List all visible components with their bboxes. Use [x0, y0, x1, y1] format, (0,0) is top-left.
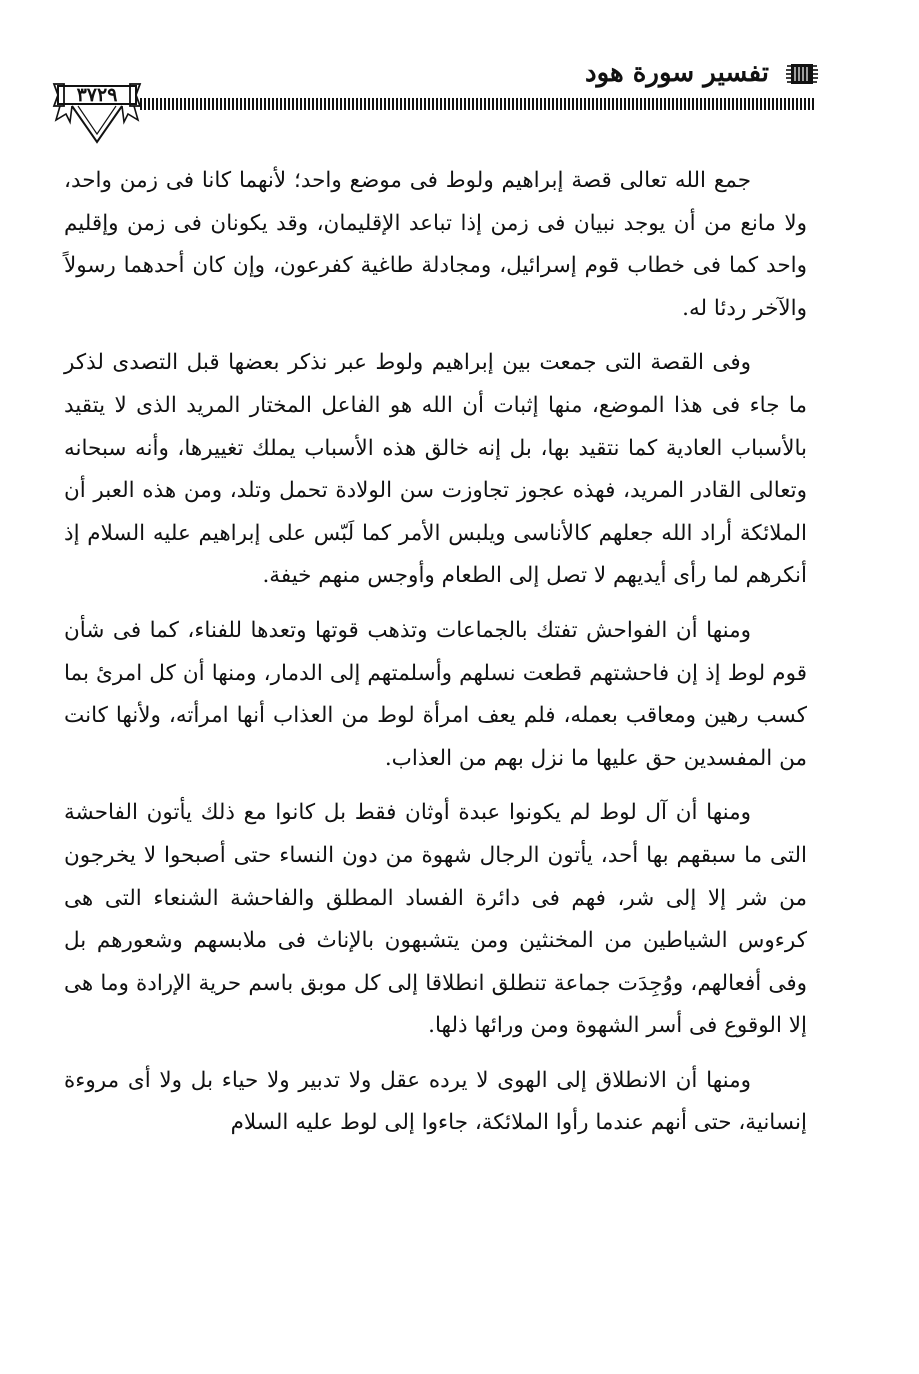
paragraph: جمع الله تعالى قصة إبراهيم ولوط فى موضع واحد؛ لأنهما كانا فى زمن واحد، ولا مانع من أن يوجد نبيان فى زمن إذا تباعد الإقليمان، وقد يكونان فى زمن وإقليم واحد كما فى خطاب قوم إسرائيل، ومجادلة طاغية كفرعون، وإن كان أحدهما رسولاً والآخر ردئا له. [64, 168, 807, 321]
running-title: تفسير سورة هود [585, 58, 769, 88]
header-rule [140, 98, 815, 110]
paragraph: ومنها أن آل لوط لم يكونوا عبدة أوثان فقط بل كانوا مع ذلك يأتون الفاحشة التى ما سبقهم بها أحد، يأتون الرجال شهوة من دون النساء حتى أصبحوا لا يخرجون من شر إلا إلى شر، فهم فى دائرة الفساد المطلق والفاحشة الشنعاء التى هى كرءوس الشياطين من المخنثين ومن يتشبهون بالإناث فى ملابسهم وشعورهم بل وفى أفعالهم، ووُجِدَت جماعة تنطلق انطلاقا إلى كل موبق باسم حرية الإرادة وما هى إلا الوقوع فى أسر الشهوة ومن ورائها ذلها. [64, 800, 807, 1039]
paragraph: وفى القصة التى جمعت بين إبراهيم ولوط عبر نذكر بعضها قبل التصدى لذكر ما جاء فى هذا الموضع، منها إثبات أن الله هو الفاعل المختار المريد الذى لا يتقيد بالأسباب العادية كما نتقيد بها، بل إنه خالق هذه الأسباب يملك تغييرها، وأنه سبحانه وتعالى القادر المريد، فهذه عجوز تجاوزت سن الولادة تحمل وتلد، ومن هذه العبر أن الملائكة أراد الله جعلهم كالأناسى ويلبس الأمر كما لَبّس على إبراهيم عليه السلام إذ أنكرهم لما رأى أيديهم لا تصل إلى الطعام وأوجس منهم خيفة. [64, 350, 807, 589]
page-number: ٣٧٢٩ [76, 84, 118, 106]
page-header [0, 0, 919, 150]
body-text [64, 160, 807, 1157]
ornament-icon [785, 60, 819, 88]
paragraph: ومنها أن الانطلاق إلى الهوى لا يرده عقل ولا تدبير ولا حياء بل ولا أى مروءة إنسانية، حتى أنهم عندما رأوا الملائكة، جاءوا إلى لوط عليه السلام [64, 1067, 807, 1136]
paragraph: ومنها أن الفواحش تفتك بالجماعات وتذهب قوتها وتعدها للفناء، كما فى شأن قوم لوط إذ إن فاحشتهم قطعت نسلهم وأسلمتهم إلى الدمار، ومنها أن كل امرئ بما كسب رهين ومعاقب بعمله، فلم يعف امرأة لوط من العذاب أنها امرأته، ولأنها كانت من المفسدين حق عليها ما نزل بهم من العذاب. [64, 617, 807, 771]
